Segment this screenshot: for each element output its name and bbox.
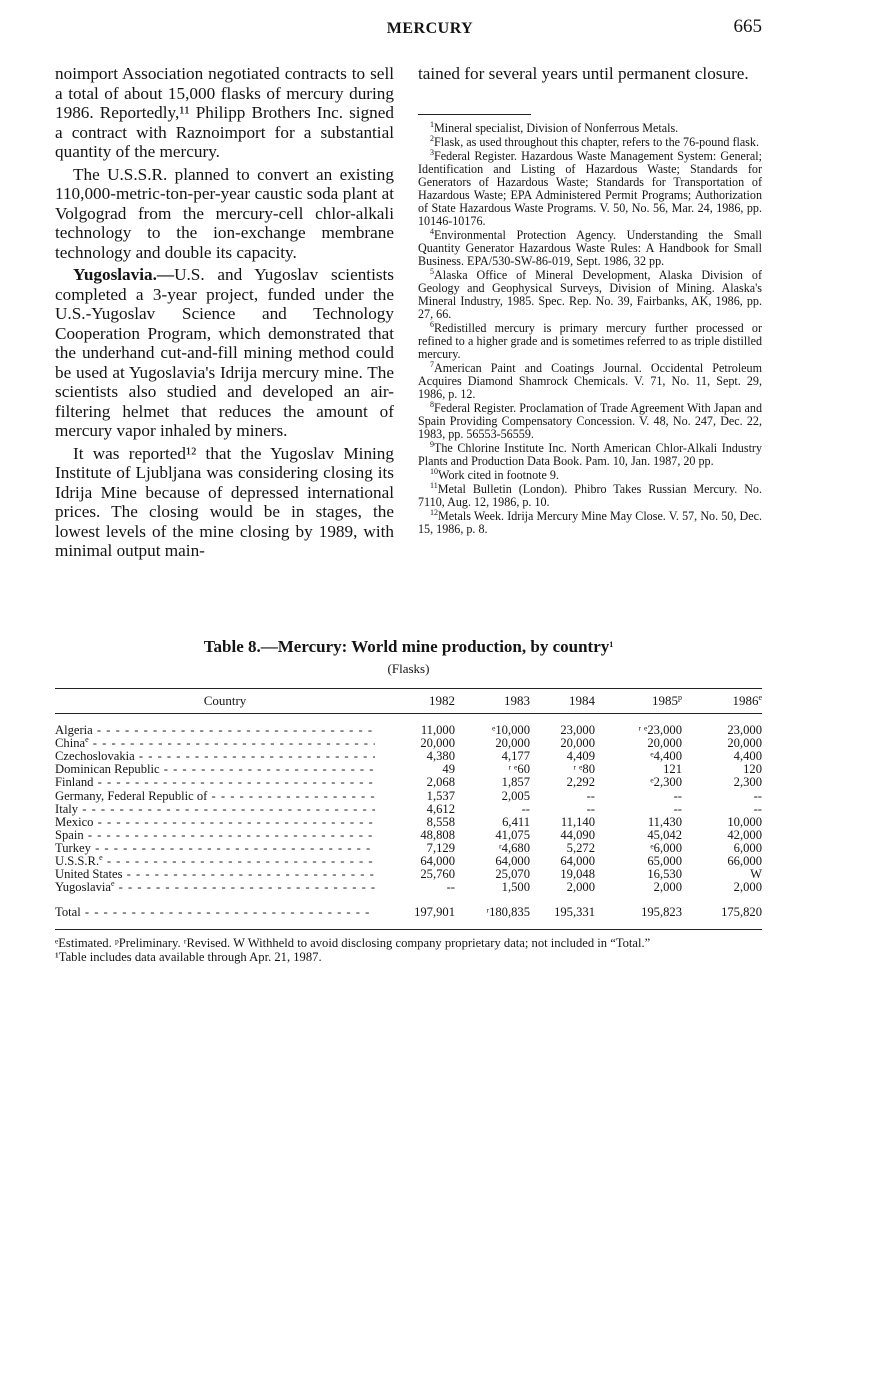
table-cell: -- <box>586 801 595 816</box>
footnote: $^{10}$Work cited in footnote 9. <box>430 467 559 482</box>
table-cell: 44,090 <box>560 827 595 842</box>
table-cell: 20,000 <box>495 736 530 751</box>
table-cell: 11,140 <box>560 814 595 829</box>
table-cell: ʳ180,835 <box>486 905 530 919</box>
table-cell: 16,530 <box>647 867 682 882</box>
table-cell: 2,000 <box>733 880 762 895</box>
column-header-country: Country <box>203 693 247 708</box>
table-cell: 2,300 <box>733 775 762 790</box>
country-name: Mexico - - - <box>55 816 375 829</box>
table-header-rule <box>55 713 762 714</box>
table-cell: 197,901 <box>414 905 455 919</box>
table-cell: 4,380 <box>426 749 455 764</box>
table-cell: -- <box>673 801 682 816</box>
table-cell: ᵉ2,300 <box>650 775 682 790</box>
table-row <box>55 776 762 789</box>
table-cell: 1,857 <box>501 775 530 790</box>
table-cell: 195,331 <box>554 905 595 919</box>
table-row <box>55 868 762 881</box>
section-lead: Yugoslavia.— <box>73 265 175 284</box>
table-cell: -- <box>446 880 455 895</box>
footnote: $^1$Mineral specialist, Division of Nonferrous Metals. <box>430 120 679 135</box>
table-title: Table 8.—Mercury: World mine production, by country$^1$ <box>203 637 614 656</box>
table-cell: 19,048 <box>560 867 595 882</box>
country-name: Algeria - - - <box>55 724 375 737</box>
body-paragraph: The U.S.S.R. planned to convert an existing 110,000-metric-ton-per-year caustic soda plant at Volgograd from the mercury-cell chlor-alkali technology to the ion-exchange membrane technology and double its capacity. <box>55 164 394 262</box>
table-cell: 65,000 <box>647 854 682 868</box>
table-row <box>55 790 762 803</box>
table-notes <box>55 937 762 964</box>
table-row <box>55 829 762 842</box>
table-row <box>55 855 762 868</box>
column-header-1984: 1984 <box>569 693 595 708</box>
table-cell: 11,430 <box>647 814 682 829</box>
table-cell: 64,000 <box>420 854 455 868</box>
table-unit: (Flasks) <box>387 661 430 676</box>
table-cell: ʳ ᵉ23,000 <box>638 723 682 737</box>
country-name: Dominican Republic - - - <box>55 763 375 776</box>
table-cell: 5,272 <box>566 840 595 855</box>
table-cell: -- <box>753 801 762 816</box>
table-cell: 4,400 <box>733 749 762 764</box>
table-cell: 1,537 <box>426 788 455 803</box>
table-row <box>55 750 762 763</box>
running-head: MERCURY <box>386 20 474 37</box>
paragraph-text: U.S. and Yugoslav scientists completed a 3-year project, funded under the U.S.-Yugoslav Science and Technology Cooperation Program, which demonstrated that the underhand cut-and-fill mining method could be used at Yugoslavia's Idrija mercury mine. The scientists also studied and developed an air-filtering helmet that reduces the amount of mercury vapor inhaled by miners. <box>55 265 394 440</box>
table-cell: ᵉ10,000 <box>492 723 530 737</box>
country-name: Yugoslavia$^e$ - - - <box>55 881 375 894</box>
table-cell: 11,000 <box>420 723 455 737</box>
table-cell: ᵉ6,000 <box>650 840 682 855</box>
footnote: $^8$Federal Register. Proclamation of Trade Agreement With Japan and Spain Providing Compensatory Concession. V. 48, No. 247, Dec. 22, 1983, pp. 56553-56559. <box>418 400 762 441</box>
table-cell: W <box>750 867 762 882</box>
table-cell: 41,075 <box>495 827 530 842</box>
table-cell: 175,820 <box>721 905 762 919</box>
table-cell: 2,005 <box>501 788 530 803</box>
table-cell: ᵉ4,400 <box>650 749 682 764</box>
table-cell: 8,558 <box>426 814 455 829</box>
footnote: $^7$American Paint and Coatings Journal. Occidental Petroleum Acquires Diamond Shamrock Chemicals. V. 71, No. 11, Sept. 29, 1986, p. 12. <box>418 360 762 401</box>
table-cell: 6,000 <box>733 840 762 855</box>
table-cell: 4,177 <box>501 749 530 764</box>
table-note: ᵉEstimated. ᵖPreliminary. ʳRevised. W Withheld to avoid disclosing company proprietary data; not included in “Total.” <box>55 936 651 950</box>
country-name: Turkey - - - <box>55 842 375 855</box>
table-cell: 25,070 <box>495 867 530 882</box>
table-cell: 23,000 <box>560 723 595 737</box>
table-cell: ʳ ᵉ80 <box>573 762 595 777</box>
table-cell: 20,000 <box>560 736 595 751</box>
table-cell: 10,000 <box>727 814 762 829</box>
total-label: Total - - - <box>55 906 375 919</box>
column-header-1982: 1982 <box>429 693 455 708</box>
footnote: $^5$Alaska Office of Mineral Development, Alaska Division of Geology and Geophysical Surveys, Division of Mining. Alaska's Mineral Industry, 1985. Spec. Rep. No. 39, Fairbanks, AK, 1986, pp. 27, 66. <box>418 267 762 321</box>
column-header-1985: 1985$^p$ <box>652 693 682 708</box>
table-row <box>55 803 762 816</box>
table-cell: 66,000 <box>727 854 762 868</box>
table-cell: 2,000 <box>566 880 595 895</box>
table-cell: 64,000 <box>560 854 595 868</box>
footnotes <box>418 122 762 537</box>
table-total-row <box>55 906 762 919</box>
table-cell: 4,409 <box>566 749 595 764</box>
footnote-divider <box>418 114 531 115</box>
body-left-column <box>55 64 394 561</box>
table-row <box>55 881 762 894</box>
body-right-continuation: tained for several years until permanent closure. <box>418 64 749 83</box>
table-row <box>55 816 762 829</box>
footnote: $^4$Environmental Protection Agency. Understanding the Small Quantity Generator Hazardous Waste Rules: A Handbook for Small Business. EPA/530-SW-86-019, Sept. 1986, 32 pp. <box>418 227 762 268</box>
table-bottom-rule <box>55 929 762 930</box>
table-cell: ʳ4,680 <box>498 840 530 855</box>
table-cell: -- <box>521 801 530 816</box>
country-name: Italy - - - <box>55 803 375 816</box>
country-name: Finland - - - <box>55 776 375 789</box>
body-paragraph: It was reported¹² that the Yugoslav Mining Institute of Ljubljana was considering closing its Idrija Mine because of depressed international prices. The closing would be in stages, the lowest levels of the mine closing by 1989, with minimal output main- <box>55 443 394 560</box>
footnote: $^6$Redistilled mercury is primary mercury further processed or refined to a higher grade and is sometimes referred to as triple distilled mercury. <box>418 320 762 361</box>
table-cell: 23,000 <box>727 723 762 737</box>
table-cell: ʳ ᵉ60 <box>508 762 530 777</box>
table-cell: 121 <box>663 762 682 777</box>
table-cell: 25,760 <box>420 867 455 882</box>
table-cell: 42,000 <box>727 827 762 842</box>
table-cell: 4,612 <box>426 801 455 816</box>
body-paragraph <box>55 265 394 441</box>
table-cell: 195,823 <box>641 905 682 919</box>
footnote: $^3$Federal Register. Hazardous Waste Management System: General; Identification and Listing of Hazardous Waste; Standards for Generators of Hazardous Waste; Standards for Transportation of Hazardous Waste; EPA Administered Permit Programs; Authorization of State Hazardous Waste Programs. V. 50, No. 56, Mar. 24, 1986, pp. 10146-10176. <box>418 148 762 228</box>
country-name: Spain - - - <box>55 829 375 842</box>
country-name: Germany, Federal Republic of - - - <box>55 790 375 803</box>
body-paragraph: noimport Association negotiated contracts to sell a total of about 15,000 flasks of mercury during 1986. Reportedly,¹¹ Philipp Brothers Inc. signed a contract with Raznoimport for a substantial quantity of the mercury. <box>55 64 394 161</box>
table-cell: 20,000 <box>420 736 455 751</box>
table-cell: 1,500 <box>501 880 530 895</box>
table-cell: 45,042 <box>647 827 682 842</box>
table-cell: 49 <box>442 762 455 777</box>
footnote: $^{11}$Metal Bulletin (London). Phibro Takes Russian Mercury. No. 7110, Aug. 12, 1986, p. 10. <box>418 481 762 509</box>
country-name: China$^e$ - - - <box>55 737 375 750</box>
table-cell: 64,000 <box>495 854 530 868</box>
table-row <box>55 724 762 737</box>
table-cell: 120 <box>743 762 762 777</box>
table-top-rule <box>55 688 762 689</box>
table-cell: -- <box>586 788 595 803</box>
table-row <box>55 763 762 776</box>
table-cell: 6,411 <box>502 814 530 829</box>
table-cell: 2,068 <box>426 775 455 790</box>
table-cell: -- <box>753 788 762 803</box>
table-cell: 20,000 <box>647 736 682 751</box>
country-name: Czechoslovakia - - - <box>55 750 375 763</box>
table-cell: 7,129 <box>426 840 455 855</box>
table-row <box>55 842 762 855</box>
table-cell: 20,000 <box>727 736 762 751</box>
table-cell: 48,808 <box>420 827 455 842</box>
country-name: U.S.S.R.$^e$ - - - <box>55 855 375 868</box>
table-cell: -- <box>673 788 682 803</box>
country-name: United States - - - <box>55 868 375 881</box>
footnote: $^{12}$Metals Week. Idrija Mercury Mine May Close. V. 57, No. 50, Dec. 15, 1986, p. 8. <box>418 508 762 536</box>
table-note: ¹Table includes data available through Apr. 21, 1987. <box>55 949 322 964</box>
table-cell: 2,292 <box>566 775 595 790</box>
table-cell: 2,000 <box>653 880 682 895</box>
column-header-1983: 1983 <box>504 693 530 708</box>
footnote: $^2$Flask, as used throughout this chapter, refers to the 76-pound flask. <box>430 134 759 149</box>
footnote: $^9$The Chlorine Institute Inc. North American Chlor-Alkali Industry Plants and Production Data Book. Pam. 10, Jan. 1987, 20 pp. <box>418 440 762 468</box>
table-row <box>55 737 762 750</box>
column-header-1986: 1986e <box>732 693 762 708</box>
page-number: 665 <box>733 16 762 37</box>
